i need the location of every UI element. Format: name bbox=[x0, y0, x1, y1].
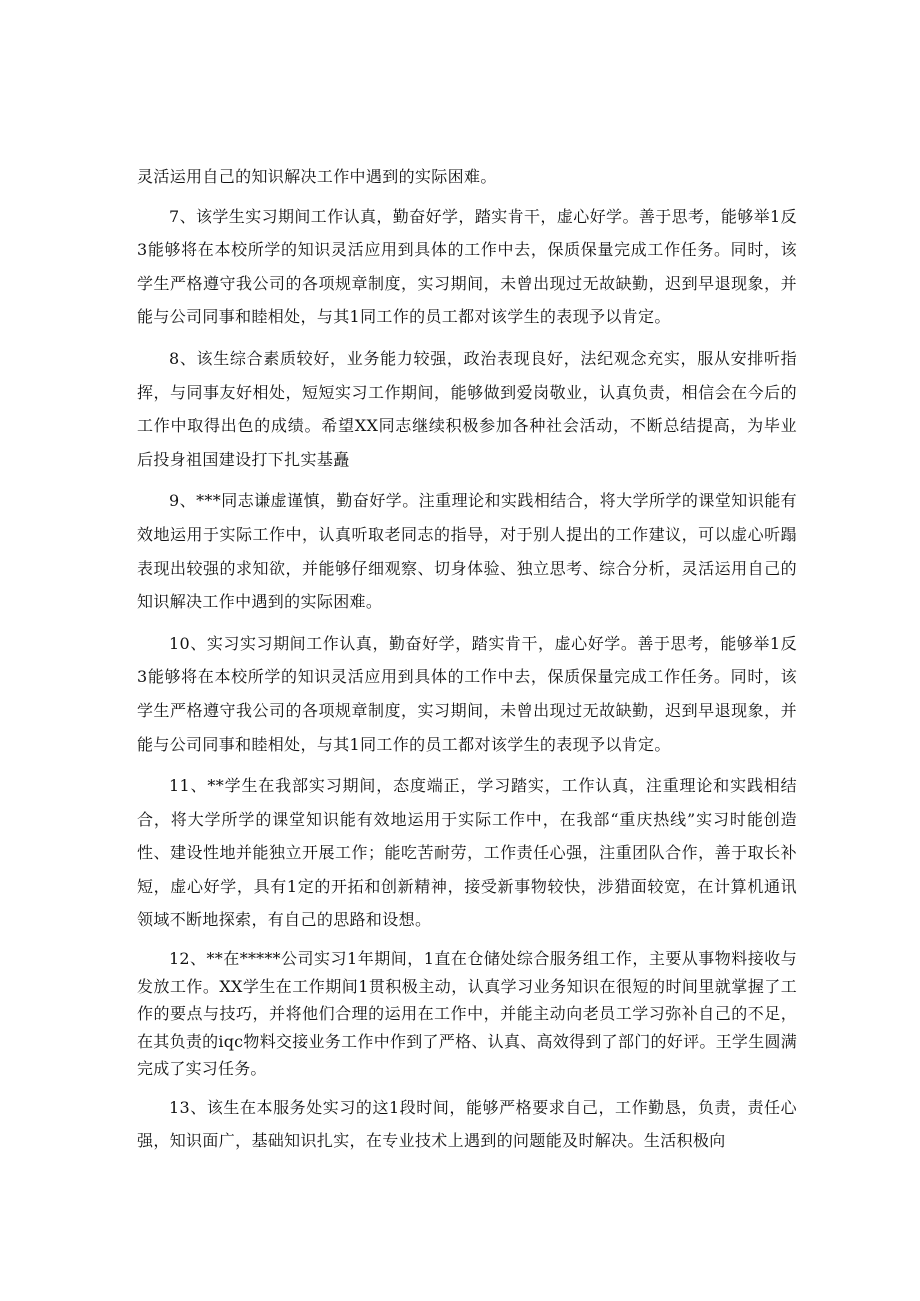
paragraph-item-12: 12、**在*****公司实习1年期间，1直在仓储处综合服务组工作，主要从事物料接收与发放工作。XX学生在工作期间1贯积极主动，认真学习业务知识在很短的时间里就掌握了工作的要点与技巧，并将他们合理的运用在工作中，并能主动向老员工学习弥补自己的不足，在其负责的iqc物料交接业务工作中作到了严格、认真、高效得到了部门的好评。王学生圆满完成了实习任务。 bbox=[137, 949, 797, 1079]
paragraph-item-13: 13、该生在本服务处实习的这1段时间，能够严格要求自己，工作勤恳，负责，责任心强，知识面广，基础知识扎实，在专业技术上遇到的问题能及时解决。生活积极向 bbox=[137, 1097, 797, 1151]
paragraph-item-11: 11、**学生在我部实习期间，态度端正，学习踏实，工作认真，注重理论和实践相结合，将大学所学的课堂知识能有效地运用于实际工作中，在我部“重庆热线”实习时能创造性、建设性地并能独立开展工作；能吃苦耐劳，工作责任心强，注重团队合作，善于取长补短，虚心好学，具有1定的开拓和创新精神，接受新事物较快，涉猎面较宽，在计算机通讯领域不断地探索，有自己的思路和设想。 bbox=[137, 776, 797, 930]
paragraph-item-8: 8、该生综合素质较好，业务能力较强，政治表现良好，法纪观念充实，服从安排听指挥，与同事友好相处，短短实习工作期间，能够做到爱岗敬业，认真负责，相信会在今后的工作中取得出色的成绩。希望XX同志继续积极参加各种社会活动，不断总结提高，为毕业后投身祖国建设打下扎实基矗 bbox=[137, 348, 797, 469]
paragraph-item-10: 10、实习实习期间工作认真，勤奋好学，踏实肯干，虚心好学。善于思考，能够举1反3能够将在本校所学的知识灵活应用到具体的工作中去，保质保量完成工作任务。同时，该学生严格遵守我公司的各项规章制度，实习期间，未曾出现过无故缺勤，迟到早退现象，并能与公司同事和睦相处，与其1同工作的员工都对该学生的表现予以肯定。 bbox=[137, 633, 797, 754]
document-body bbox=[137, 160, 797, 1158]
paragraph-item-7: 7、该学生实习期间工作认真，勤奋好学，踏实肯干，虚心好学。善于思考，能够举1反3能够将在本校所学的知识灵活应用到具体的工作中去，保质保量完成工作任务。同时，该学生严格遵守我公司的各项规章制度，实习期间，未曾出现过无故缺勤，迟到早退现象，并能与公司同事和睦相处，与其1同工作的员工都对该学生的表现予以肯定。 bbox=[137, 206, 797, 327]
paragraph-continuation: 灵活运用自己的知识解决工作中遇到的实际困难。 bbox=[137, 167, 497, 186]
paragraph-item-9: 9、***同志谦虚谨慎，勤奋好学。注重理论和实践相结合，将大学所学的课堂知识能有效地运用于实际工作中，认真听取老同志的指导，对于别人提出的工作建议，可以虚心听蹋表现出较强的求知欲，并能够仔细观察、切身体验、独立思考、综合分析，灵活运用自己的知识解决工作中遇到的实际困难。 bbox=[137, 491, 797, 612]
